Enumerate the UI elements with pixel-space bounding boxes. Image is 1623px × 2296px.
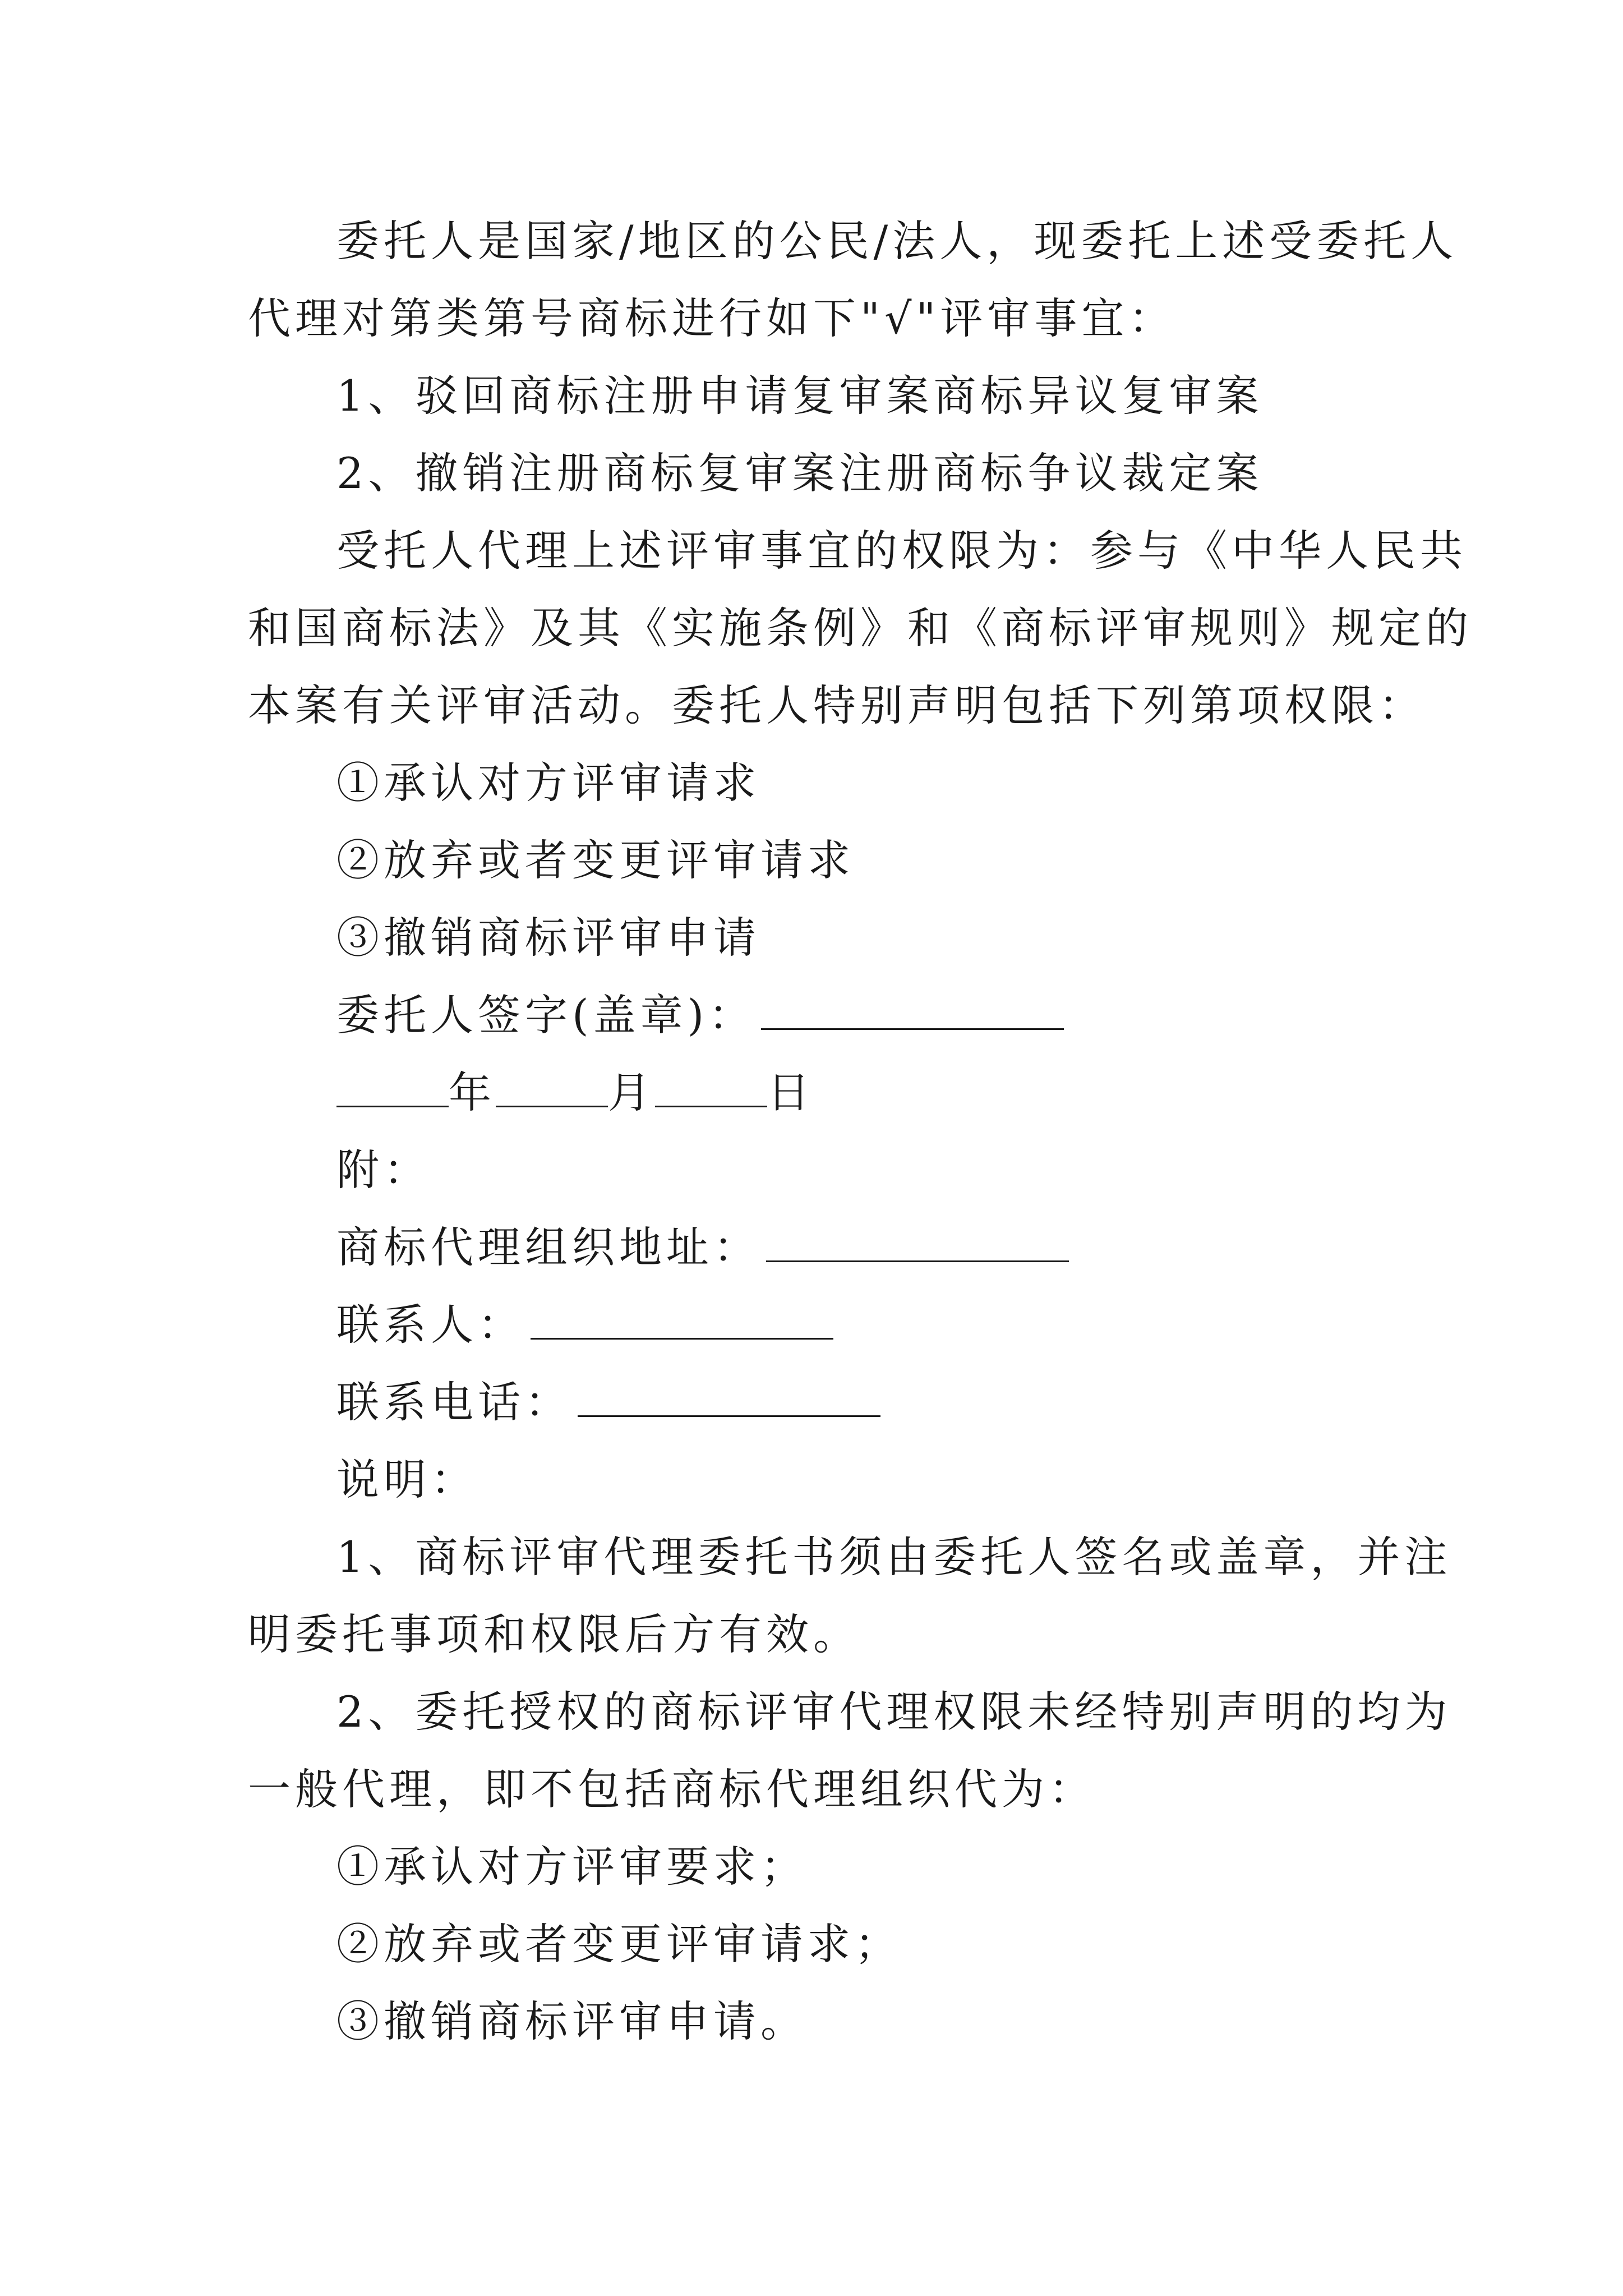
month-blank[interactable] — [496, 1066, 608, 1107]
special-right-1: ①承认对方评审请求 — [336, 758, 760, 808]
month-label: 月 — [608, 1068, 655, 1117]
contact-label: 联系人： — [336, 1300, 525, 1350]
agency-address-label: 商标代理组织地址： — [336, 1222, 760, 1272]
date-row — [336, 1065, 1475, 1121]
day-label: 日 — [767, 1068, 814, 1117]
special-right-3: ③撤销商标评审申请 — [336, 913, 760, 963]
phone-label: 联系电话： — [336, 1377, 572, 1427]
paragraph-entrust-line-1: 委托人是国家/地区的公民/法人，现委托上述受委托人 — [336, 216, 1458, 266]
note-2-line-1: 2、委托授权的商标评审代理权限未经特别声明的均为 — [336, 1687, 1452, 1737]
case-type-item-2: 2、撤销注册商标复审案注册商标争议裁定案 — [336, 448, 1264, 498]
notes-heading: 说明： — [336, 1455, 478, 1504]
case-type-item-1: 1、驳回商标注册申请复审案商标异议复审案 — [336, 371, 1264, 421]
general-exclusion-1: ①承认对方评审要求； — [336, 1842, 808, 1892]
appendix-heading: 附： — [336, 1145, 431, 1195]
paragraph-authority-line-3: 本案有关评审活动。委托人特别声明包括下列第项权限： — [248, 680, 1426, 730]
general-exclusion-2: ②放弃或者变更评审请求； — [336, 1919, 902, 1969]
agency-address-row — [336, 1220, 1475, 1276]
general-exclusion-3: ③撤销商标评审申请。 — [336, 1996, 808, 2046]
signature-blank[interactable] — [761, 989, 1064, 1030]
paragraph-entrust-line-2: 代理对第类第号商标进行如下"√"评审事宜： — [248, 293, 1176, 343]
year-blank[interactable] — [336, 1066, 449, 1107]
note-2-line-2: 一般代理，即不包括商标代理组织代为： — [248, 1764, 1096, 1814]
contact-blank[interactable] — [531, 1299, 833, 1340]
paragraph-authority-line-2: 和国商标法》及其《实施条例》和《商标评审规则》规定的 — [248, 603, 1473, 653]
day-blank[interactable] — [655, 1066, 767, 1107]
contact-row — [336, 1297, 1475, 1353]
note-1-line-2: 明委托事项和权限后方有效。 — [248, 1609, 860, 1659]
signature-row — [336, 987, 1475, 1043]
special-right-2: ②放弃或者变更评审请求 — [336, 835, 855, 885]
agency-address-blank[interactable] — [766, 1221, 1069, 1262]
year-label: 年 — [449, 1068, 496, 1117]
paragraph-authority-line-1: 受托人代理上述评审事宜的权限为：参与《中华人民共 — [336, 526, 1467, 576]
phone-blank[interactable] — [578, 1376, 880, 1417]
signature-label: 委托人签字(盖章)： — [336, 990, 756, 1040]
phone-row — [336, 1374, 1475, 1430]
note-1-line-1: 1、商标评审代理委托书须由委托人签名或盖章，并注 — [336, 1532, 1452, 1582]
